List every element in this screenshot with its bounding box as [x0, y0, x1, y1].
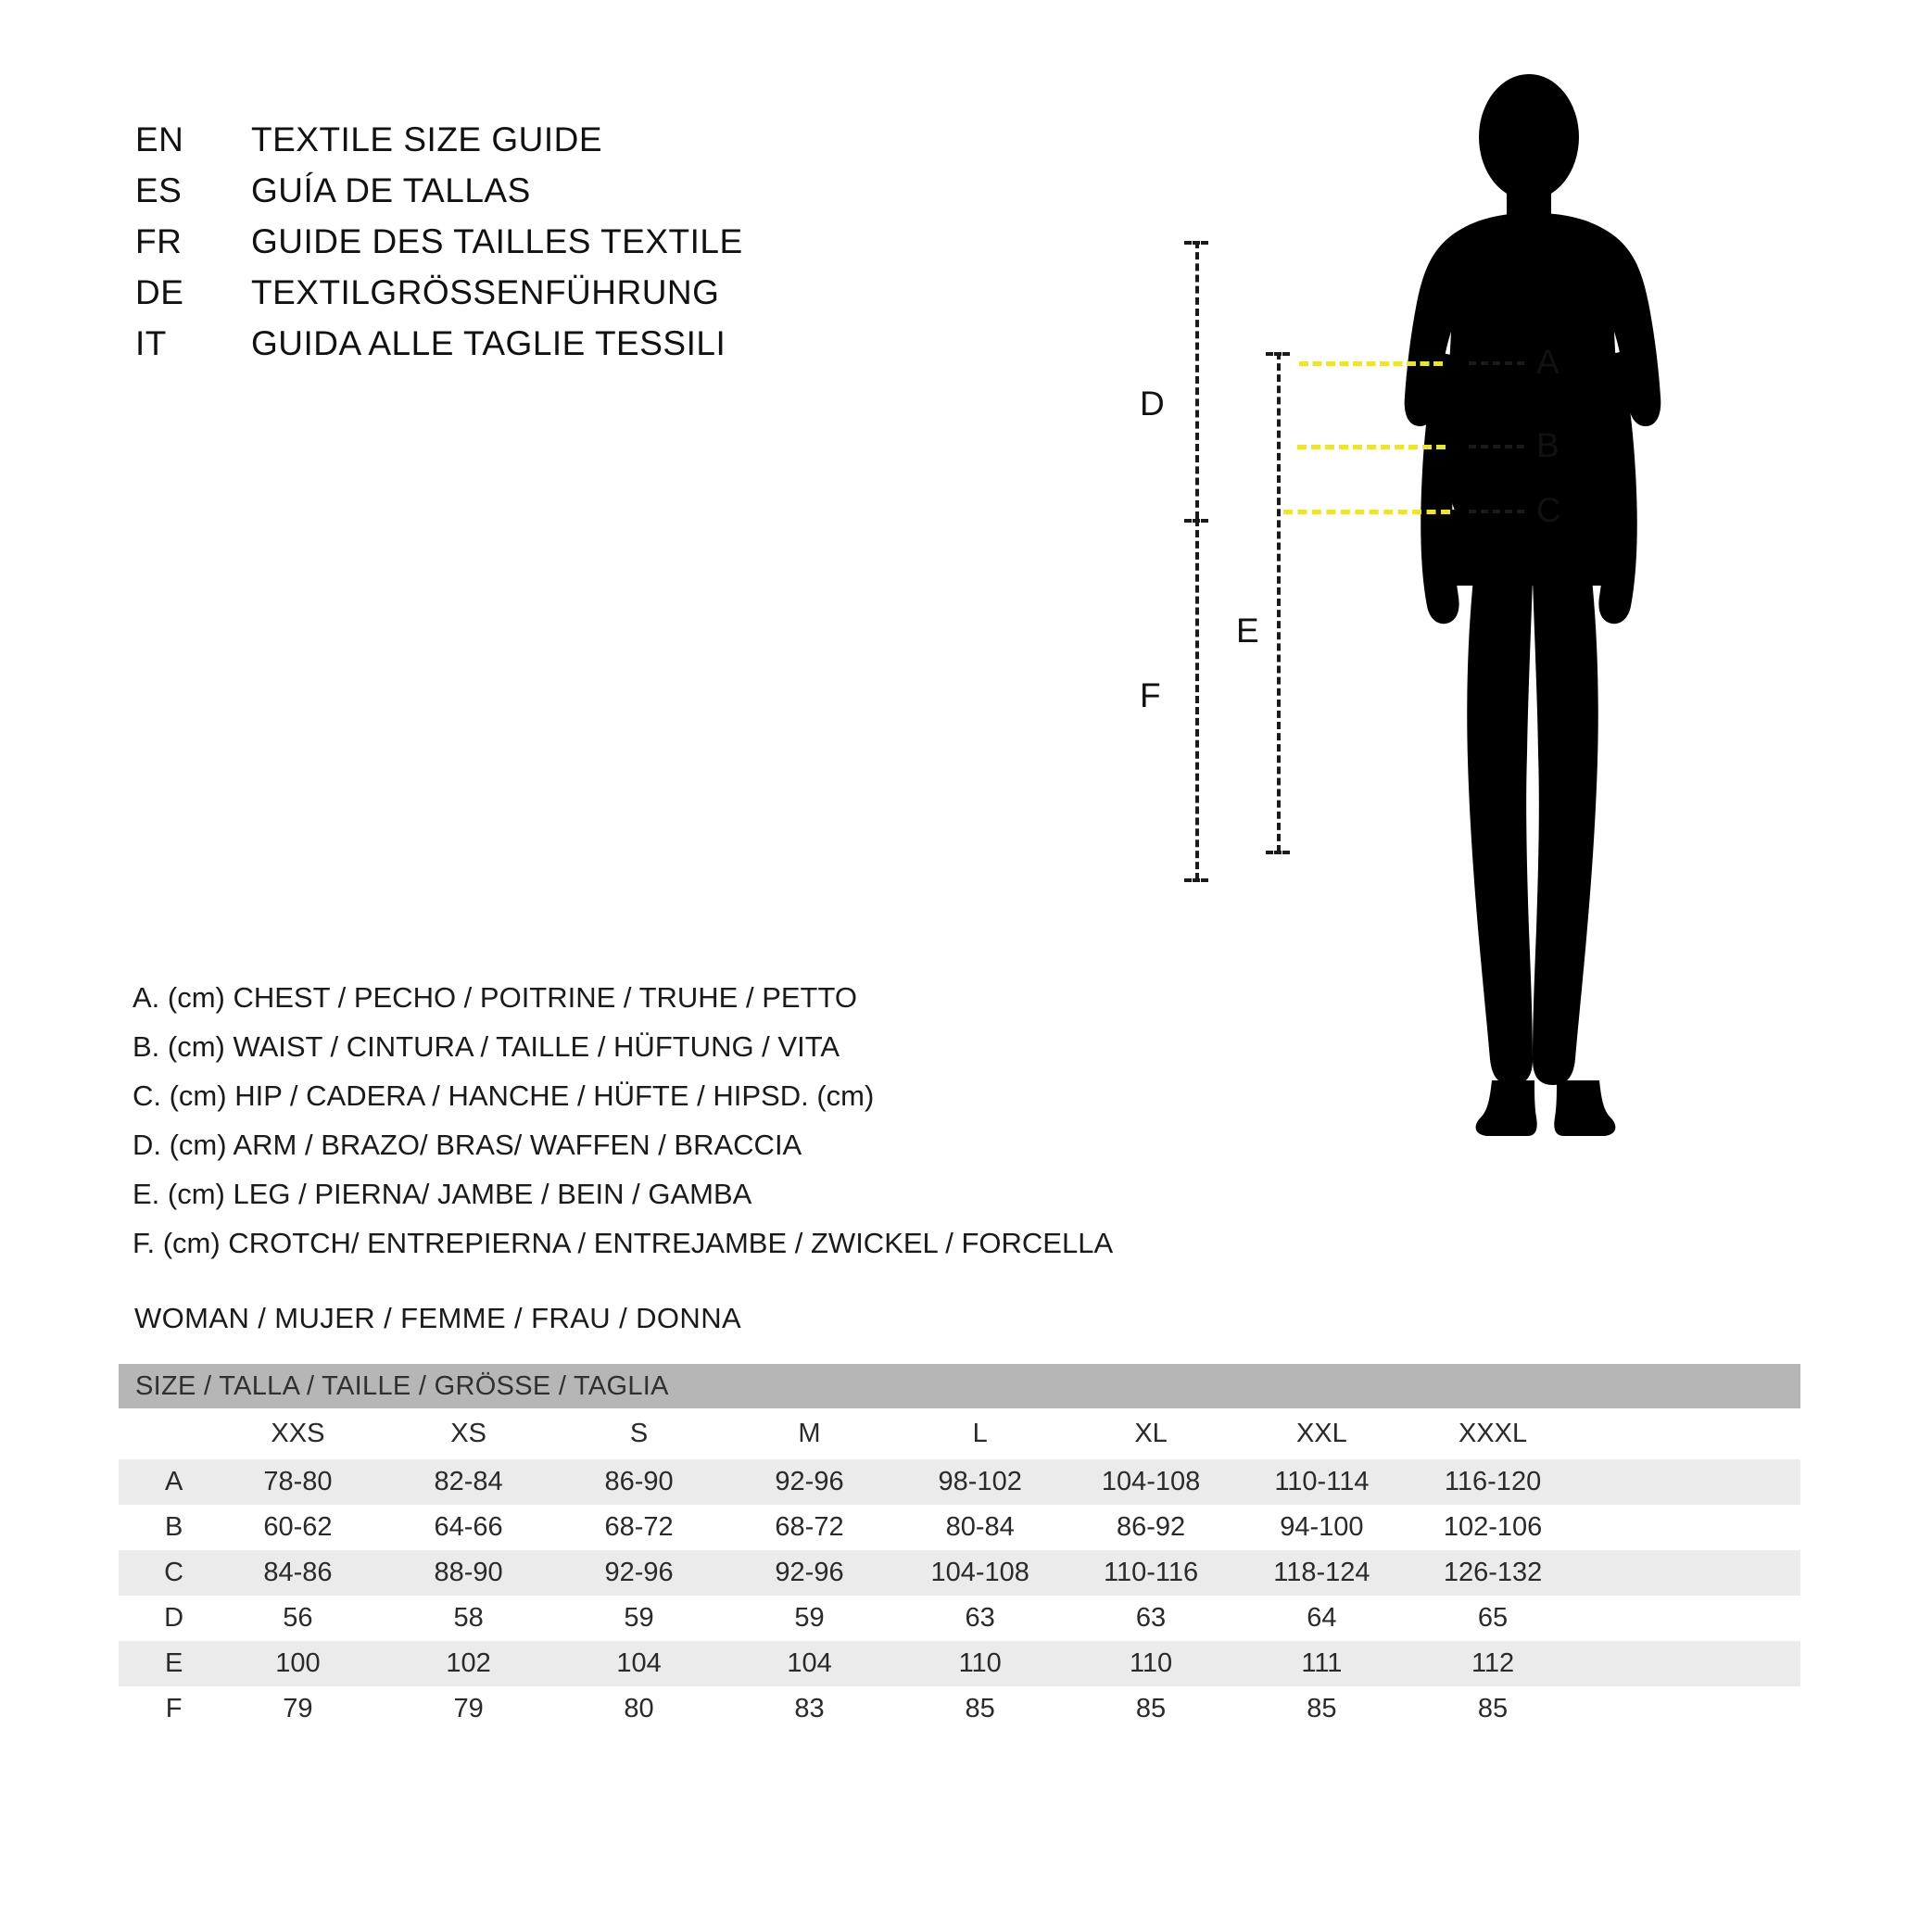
row-label: A — [119, 1459, 212, 1505]
column-header-xxl: XXL — [1236, 1408, 1407, 1459]
title-lang-code: DE — [135, 273, 184, 311]
cell-value: 58 — [384, 1596, 554, 1641]
column-header-xxxl: XXXL — [1408, 1408, 1579, 1459]
cell-value: 56 — [212, 1596, 383, 1641]
cell-value: 63 — [1066, 1596, 1236, 1641]
cell-value: 85 — [1236, 1686, 1407, 1732]
cell-empty — [1579, 1550, 1800, 1596]
cell-value: 63 — [895, 1596, 1066, 1641]
cell-value: 79 — [384, 1686, 554, 1732]
arm-dimension-cap-top — [1184, 241, 1208, 245]
cell-value: 83 — [725, 1686, 895, 1732]
column-header-m: M — [725, 1408, 895, 1459]
cell-value: 111 — [1236, 1641, 1407, 1686]
title-lang-text: GUIDA ALLE TAGLIE TESSILI — [251, 324, 726, 362]
cell-value: 94-100 — [1236, 1505, 1407, 1550]
chest-measure-line — [1299, 361, 1443, 366]
table-caption-row — [119, 1364, 1800, 1408]
cell-value: 92-96 — [725, 1459, 895, 1505]
leg-dimension-line — [1277, 352, 1281, 852]
leg-dimension-cap-top — [1266, 352, 1290, 356]
header-tail — [1579, 1408, 1800, 1459]
row-label: D — [119, 1596, 212, 1641]
cell-value: 98-102 — [895, 1459, 1066, 1505]
cell-value: 85 — [1408, 1686, 1579, 1732]
woman-silhouette-icon — [1334, 74, 1724, 1167]
cell-value: 102 — [384, 1641, 554, 1686]
cell-value: 79 — [212, 1686, 383, 1732]
title-lang-text: GUÍA DE TALLAS — [251, 171, 531, 209]
column-header-xl: XL — [1066, 1408, 1236, 1459]
title-row — [135, 273, 969, 324]
cell-value: 78-80 — [212, 1459, 383, 1505]
language-title-block — [135, 120, 969, 375]
letter-e-label: E — [1236, 612, 1259, 650]
cell-empty — [1579, 1459, 1800, 1505]
size-table — [119, 1364, 1800, 1732]
leg-dimension-cap-bottom — [1266, 851, 1290, 854]
row-label: B — [119, 1505, 212, 1550]
table-row — [119, 1550, 1800, 1596]
cell-value: 64-66 — [384, 1505, 554, 1550]
cell-value: 92-96 — [554, 1550, 725, 1596]
title-row — [135, 324, 969, 375]
cell-value: 85 — [1066, 1686, 1236, 1732]
cell-value: 110-116 — [1066, 1550, 1236, 1596]
cell-value: 104-108 — [1066, 1459, 1236, 1505]
table-row — [119, 1459, 1800, 1505]
column-header-xxs: XXS — [212, 1408, 383, 1459]
table-header-row — [119, 1408, 1800, 1459]
cell-value: 104 — [725, 1641, 895, 1686]
cell-value: 110-114 — [1236, 1459, 1407, 1505]
cell-empty — [1579, 1596, 1800, 1641]
crotch-dimension-line — [1195, 519, 1199, 880]
table-caption: SIZE / TALLA / TAILLE / GRÖSSE / TAGLIA — [119, 1364, 1800, 1408]
title-lang-code: ES — [135, 171, 183, 209]
column-header-l: L — [895, 1408, 1066, 1459]
title-row — [135, 120, 969, 171]
cell-value: 65 — [1408, 1596, 1579, 1641]
cell-empty — [1579, 1505, 1800, 1550]
waist-measure-line — [1297, 445, 1446, 449]
legend-item-d: D. (cm) ARM / BRAZO/ BRAS/ WAFFEN / BRACCIA — [133, 1129, 802, 1161]
title-lang-text: TEXTILGRÖSSENFÜHRUNG — [251, 273, 720, 311]
legend-item-a: A. (cm) CHEST / PECHO / POITRINE / TRUHE / PETTO — [133, 981, 857, 1014]
gender-heading: WOMAN / MUJER / FEMME / FRAU / DONNA — [134, 1302, 742, 1334]
cell-value: 86-92 — [1066, 1505, 1236, 1550]
header-corner — [119, 1408, 212, 1459]
cell-value: 84-86 — [212, 1550, 383, 1596]
column-header-s: S — [554, 1408, 725, 1459]
table-row — [119, 1596, 1800, 1641]
cell-value: 88-90 — [384, 1550, 554, 1596]
legend-item-b: B. (cm) WAIST / CINTURA / TAILLE / HÜFTUNG / VITA — [133, 1030, 840, 1063]
cell-value: 110 — [1066, 1641, 1236, 1686]
cell-value: 112 — [1408, 1641, 1579, 1686]
cell-value: 110 — [895, 1641, 1066, 1686]
cell-value: 92-96 — [725, 1550, 895, 1596]
table-row — [119, 1505, 1800, 1550]
cell-value: 85 — [895, 1686, 1066, 1732]
cell-value: 68-72 — [725, 1505, 895, 1550]
title-lang-code: EN — [135, 120, 184, 158]
title-lang-code: FR — [135, 222, 183, 260]
crotch-dimension-cap-bottom — [1184, 878, 1208, 882]
cell-value: 118-124 — [1236, 1550, 1407, 1596]
chest-leader-line — [1469, 361, 1524, 365]
cell-value: 102-106 — [1408, 1505, 1579, 1550]
cell-value: 104 — [554, 1641, 725, 1686]
title-lang-code: IT — [135, 324, 167, 362]
cell-value: 80 — [554, 1686, 725, 1732]
row-label: E — [119, 1641, 212, 1686]
legend-item-f: F. (cm) CROTCH/ ENTREPIERNA / ENTREJAMBE / ZWICKEL / FORCELLA — [133, 1227, 1114, 1259]
row-label: C — [119, 1550, 212, 1596]
table-row — [119, 1641, 1800, 1686]
title-row — [135, 222, 969, 273]
cell-value: 60-62 — [212, 1505, 383, 1550]
cell-value: 86-90 — [554, 1459, 725, 1505]
letter-f-label: F — [1140, 676, 1161, 714]
arm-dimension-line — [1195, 241, 1199, 519]
legend-item-e: E. (cm) LEG / PIERNA/ JAMBE / BEIN / GAMBA — [133, 1178, 752, 1210]
cell-empty — [1579, 1641, 1800, 1686]
measurement-legend — [133, 973, 1198, 1268]
letter-c-label: C — [1536, 491, 1561, 529]
cell-value: 64 — [1236, 1596, 1407, 1641]
cell-empty — [1579, 1686, 1800, 1732]
waist-leader-line — [1469, 445, 1524, 448]
column-header-xs: XS — [384, 1408, 554, 1459]
cell-value: 100 — [212, 1641, 383, 1686]
cell-value: 80-84 — [895, 1505, 1066, 1550]
title-lang-text: TEXTILE SIZE GUIDE — [251, 120, 603, 158]
letter-a-label: A — [1536, 343, 1559, 381]
letter-b-label: B — [1536, 426, 1559, 464]
row-label: F — [119, 1686, 212, 1732]
title-row — [135, 171, 969, 222]
cell-value: 82-84 — [384, 1459, 554, 1505]
body-measurement-diagram — [1140, 65, 1890, 1214]
cell-value: 116-120 — [1408, 1459, 1579, 1505]
hip-leader-line — [1469, 510, 1524, 513]
cell-value: 68-72 — [554, 1505, 725, 1550]
legend-item-c: C. (cm) HIP / CADERA / HANCHE / HÜFTE / HIPSD. (cm) — [133, 1079, 875, 1112]
cell-value: 59 — [725, 1596, 895, 1641]
title-lang-text: GUIDE DES TAILLES TEXTILE — [251, 222, 743, 260]
cell-value: 59 — [554, 1596, 725, 1641]
letter-d-label: D — [1140, 385, 1165, 423]
cell-value: 104-108 — [895, 1550, 1066, 1596]
cell-value: 126-132 — [1408, 1550, 1579, 1596]
hip-measure-line — [1283, 510, 1450, 514]
table-row — [119, 1686, 1800, 1732]
